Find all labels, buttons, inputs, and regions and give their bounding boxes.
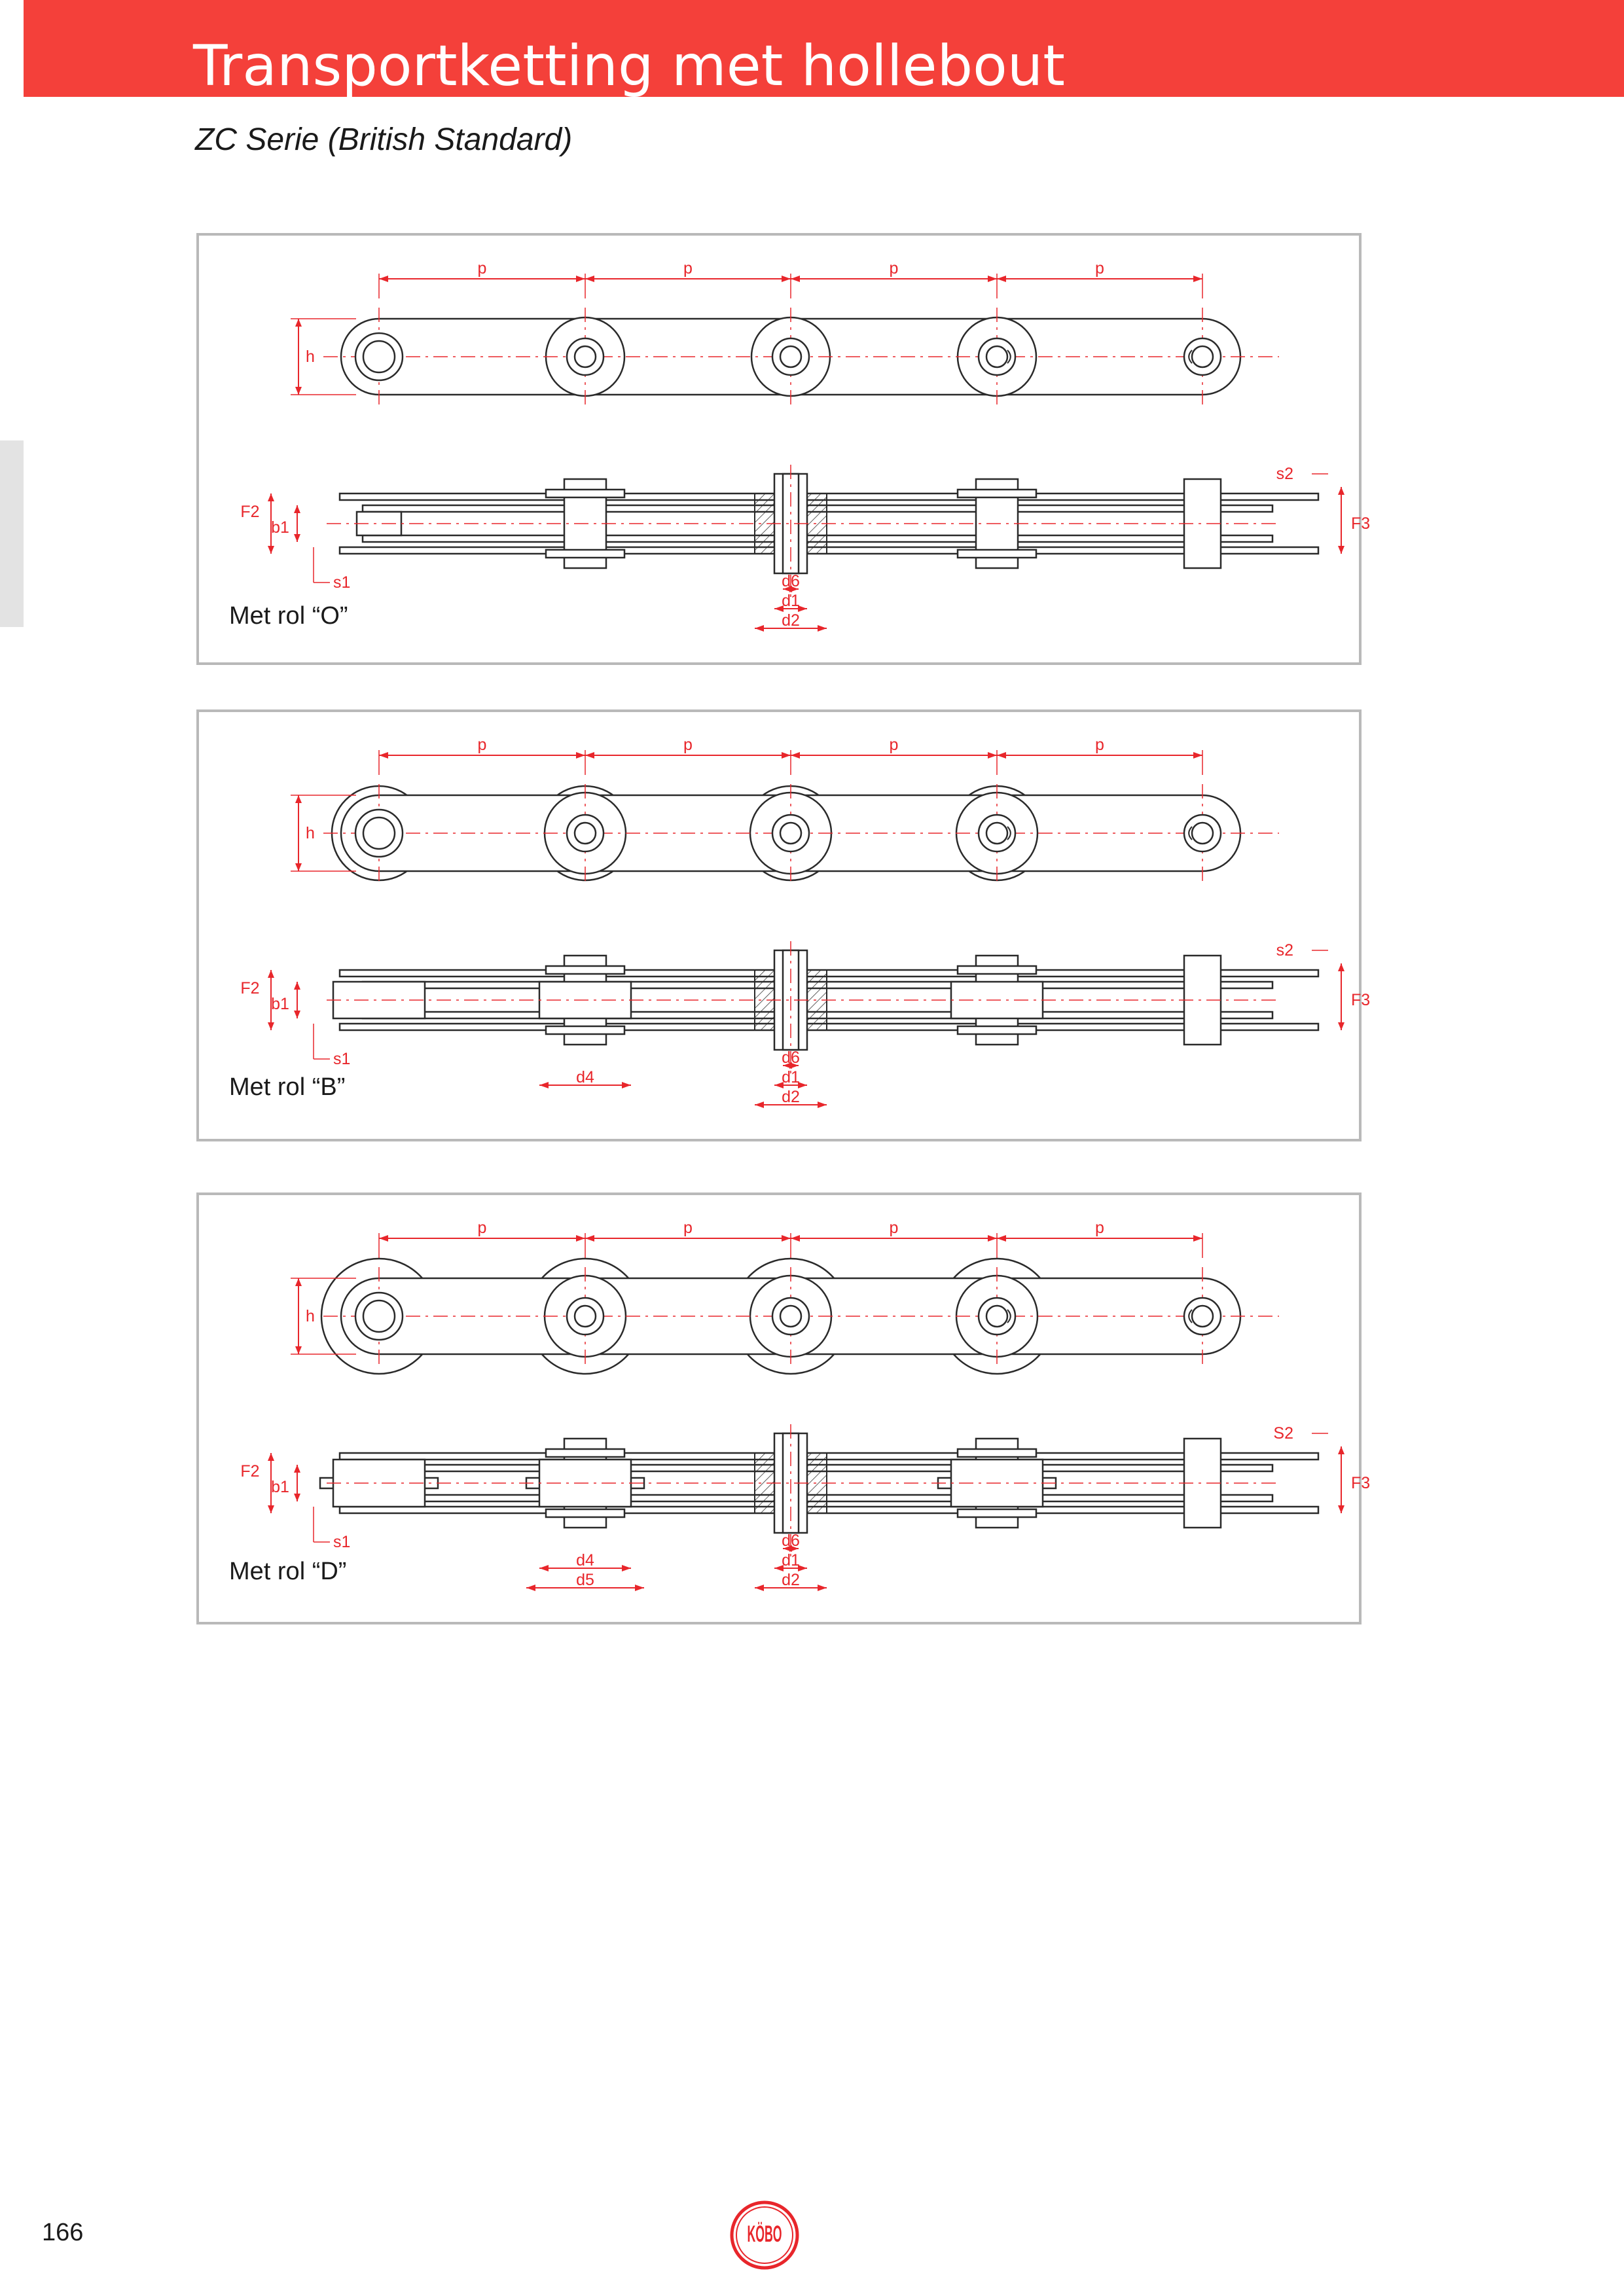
dimension-arrow (997, 276, 1006, 282)
dimension-arrow (791, 752, 800, 759)
dimension-arrow (539, 1565, 549, 1571)
hollow-pin-bore (1192, 346, 1213, 367)
dimension-arrow (1193, 752, 1202, 759)
dimension-arrow (268, 1453, 274, 1461)
dimension-arrow (791, 276, 800, 282)
dimension-label-d5: d5 (576, 1571, 594, 1589)
chain-drawing-roller-o (199, 236, 1371, 662)
dimension-label-p: p (1095, 259, 1104, 278)
panel-caption: Met rol “D” (229, 1558, 347, 1585)
dimension-arrow (622, 1565, 631, 1571)
dimension-label-p: p (683, 736, 693, 754)
hollow-pin-bore (986, 1306, 1007, 1327)
dimension-arrow (791, 1235, 800, 1242)
dimension-arrow (622, 1082, 631, 1088)
hollow-pin-bore (780, 1306, 801, 1327)
dimension-arrow (379, 1235, 388, 1242)
dimension-label-p: p (889, 259, 899, 278)
dimension-arrow (1193, 276, 1202, 282)
dimension-arrow (585, 1235, 594, 1242)
dimension-label-s1: s1 (333, 573, 351, 592)
outer-plate-top (340, 493, 1318, 500)
dimension-label-d1: d1 (782, 1068, 800, 1086)
dimension-arrow (268, 1022, 274, 1030)
dimension-arrow (295, 863, 302, 871)
dimension-arrow (539, 1082, 549, 1088)
outer-plate-bottom (340, 1507, 1318, 1513)
hollow-pin-bore (575, 346, 596, 367)
hollow-pin-bore (1192, 1306, 1213, 1327)
side-tab (0, 440, 24, 627)
dimension-label-d6: d6 (782, 572, 800, 590)
kobo-logo-wordmark (747, 2221, 782, 2246)
dimension-label-d4: d4 (576, 1068, 594, 1086)
outer-plate-bottom (340, 547, 1318, 554)
kobo-logo (729, 2199, 801, 2271)
dimension-arrow (295, 319, 302, 327)
dimension-arrow (782, 1235, 791, 1242)
dimension-label-f2: F2 (240, 1462, 260, 1480)
pin-collar (958, 1026, 1036, 1034)
dimension-label-f3: F3 (1351, 514, 1371, 533)
dimension-label-p: p (1095, 1219, 1104, 1237)
dimension-arrow (818, 625, 827, 632)
dimension-arrow (1338, 487, 1344, 495)
dimension-arrow (268, 546, 274, 554)
dimension-arrow (295, 1278, 302, 1286)
dimension-arrow (294, 505, 300, 513)
dimension-arrow (755, 1102, 764, 1108)
dimension-label-d6: d6 (782, 1049, 800, 1067)
dimension-label-f3: F3 (1351, 1474, 1371, 1492)
dimension-label-d1: d1 (782, 592, 800, 610)
dimension-label-h: h (306, 348, 315, 366)
pin-collar (546, 1449, 624, 1457)
dimension-arrow (818, 1585, 827, 1591)
dimension-arrow (295, 795, 302, 803)
dimension-label-p: p (477, 259, 487, 278)
dimension-label-d2: d2 (782, 1571, 800, 1589)
dimension-label-d6: d6 (782, 1532, 800, 1550)
dimension-label-p: p (683, 259, 693, 278)
hollow-pin-bore (575, 823, 596, 844)
dimension-label-s2: s2 (1276, 465, 1293, 483)
dimension-label-s2: S2 (1273, 1424, 1293, 1443)
pin-collar (958, 550, 1036, 558)
dimension-arrow (988, 752, 997, 759)
dimension-label-p: p (1095, 736, 1104, 754)
dimension-arrow (576, 276, 585, 282)
chain-drawing-roller-d (199, 1195, 1371, 1622)
svg-text:KÖBO: KÖBO (747, 2221, 782, 2247)
dimension-arrow (1338, 1505, 1344, 1513)
dimension-label-p: p (889, 1219, 899, 1237)
pin-collar (958, 1449, 1036, 1457)
hollow-pin-bore (986, 823, 1007, 844)
dimension-arrow (526, 1585, 535, 1591)
dimension-arrow (782, 752, 791, 759)
dimension-label-d2: d2 (782, 611, 800, 630)
dimension-arrow (1338, 963, 1344, 971)
dimension-label-d2: d2 (782, 1088, 800, 1106)
panel-caption: Met rol “O” (229, 602, 348, 630)
dimension-arrow (576, 752, 585, 759)
dimension-label-p: p (683, 1219, 693, 1237)
outer-plate-bottom (340, 1024, 1318, 1030)
dimension-label-s2: s2 (1276, 941, 1293, 960)
pin-collar (546, 1026, 624, 1034)
hollow-pin-bore (363, 341, 395, 372)
hollow-pin-bore (363, 1300, 395, 1332)
pin-collar (958, 490, 1036, 497)
dimension-arrow (755, 1585, 764, 1591)
pin-collar (546, 1509, 624, 1517)
dimension-arrow (997, 1235, 1006, 1242)
dimension-arrow (268, 493, 274, 501)
dimension-label-p: p (889, 736, 899, 754)
drawing-panel-roller-o (196, 233, 1371, 665)
dimension-arrow (294, 534, 300, 542)
dimension-arrow (294, 1011, 300, 1018)
dimension-arrow (1338, 1022, 1344, 1030)
dimension-arrow (576, 1235, 585, 1242)
hollow-pin-bore (575, 1306, 596, 1327)
pin-collar (546, 966, 624, 974)
pin-collar (958, 1509, 1036, 1517)
dimension-arrow (294, 1465, 300, 1473)
dimension-arrow (782, 276, 791, 282)
dimension-label-h: h (306, 824, 315, 842)
dimension-label-b1: b1 (271, 518, 289, 537)
dimension-arrow (295, 387, 302, 395)
dimension-arrow (755, 625, 764, 632)
hollow-pin-bore (986, 346, 1007, 367)
dimension-arrow (294, 982, 300, 990)
dimension-arrow (988, 276, 997, 282)
dimension-arrow (268, 1505, 274, 1513)
pin-collar (546, 490, 624, 497)
dimension-arrow (294, 1494, 300, 1501)
dimension-arrow (818, 1102, 827, 1108)
dimension-arrow (997, 752, 1006, 759)
dimension-label-b1: b1 (271, 1478, 289, 1496)
dimension-arrow (268, 970, 274, 978)
page-number: 166 (42, 2219, 84, 2246)
outer-plate-top (340, 970, 1318, 977)
page-title: Transportketting met hollebout (193, 33, 1065, 99)
dimension-label-h: h (306, 1307, 315, 1325)
dimension-label-f2: F2 (240, 503, 260, 521)
outer-plate-top (340, 1453, 1318, 1460)
pin-collar (546, 550, 624, 558)
dimension-arrow (585, 752, 594, 759)
dimension-arrow (1338, 546, 1344, 554)
dimension-label-b1: b1 (271, 995, 289, 1013)
dimension-label-d1: d1 (782, 1551, 800, 1570)
drawing-panel-roller-d (196, 1193, 1371, 1624)
dimension-label-p: p (477, 1219, 487, 1237)
dimension-arrow (1193, 1235, 1202, 1242)
dimension-label-s1: s1 (333, 1050, 351, 1068)
dimension-label-s1: s1 (333, 1533, 351, 1551)
dimension-arrow (379, 276, 388, 282)
dimension-label-d4: d4 (576, 1551, 594, 1570)
dimension-arrow (295, 1346, 302, 1354)
dimension-arrow (635, 1585, 644, 1591)
hollow-pin-bore (1192, 823, 1213, 844)
hollow-pin-bore (780, 346, 801, 367)
page-subtitle: ZC Serie (British Standard) (195, 122, 573, 157)
hollow-pin-bore (363, 817, 395, 849)
dimension-label-f2: F2 (240, 979, 260, 997)
chain-drawing-roller-b (199, 712, 1371, 1139)
pin-collar (958, 966, 1036, 974)
dimension-arrow (585, 276, 594, 282)
dimension-label-p: p (477, 736, 487, 754)
dimension-label-f3: F3 (1351, 991, 1371, 1009)
dimension-arrow (1338, 1446, 1344, 1454)
hollow-pin-bore (780, 823, 801, 844)
dimension-arrow (379, 752, 388, 759)
panel-caption: Met rol “B” (229, 1073, 346, 1101)
dimension-arrow (988, 1235, 997, 1242)
drawing-panel-roller-b (196, 709, 1371, 1141)
